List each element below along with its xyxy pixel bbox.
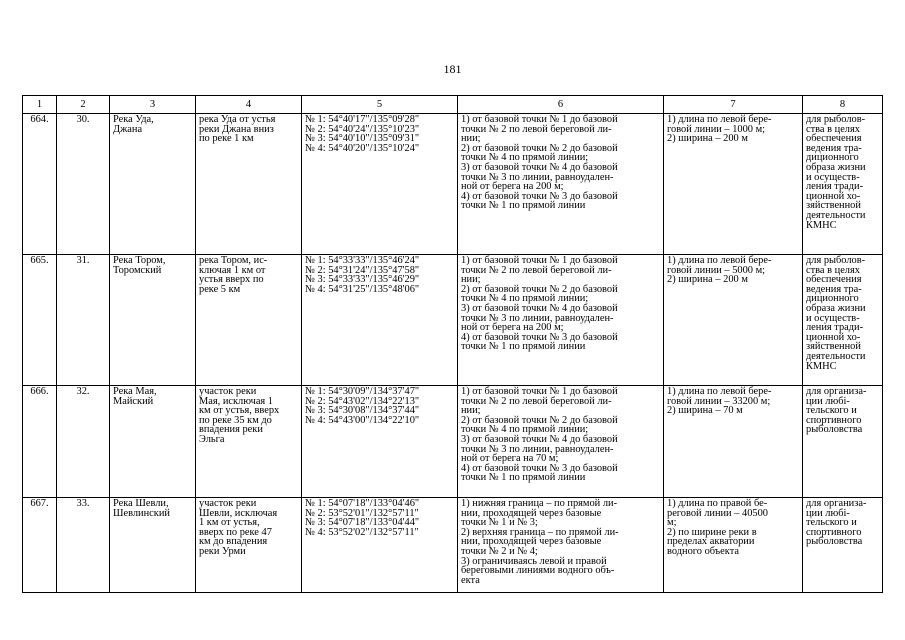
cell-line: ведения тра- <box>806 142 862 154</box>
cell-line: 2) ширина – 200 м <box>667 133 748 145</box>
cell-line: точки № 2 по левой береговой ли- <box>461 264 612 276</box>
cell-line: 3) от базовой точки № 4 до базовой <box>461 302 618 314</box>
cell-line: точки № 2 по левой береговой ли- <box>461 395 612 407</box>
cell-line: точки № 1 по прямой линии <box>461 472 586 484</box>
coordinates <box>302 114 458 255</box>
cell-line: ления тради- <box>806 322 864 334</box>
boundary-description <box>458 498 664 593</box>
area-dimensions <box>664 114 803 255</box>
cell-line: 2) от базовой точки № 2 до базовой <box>461 283 618 295</box>
purpose <box>803 386 883 498</box>
row-number: 665. <box>23 255 57 386</box>
cell-line: ключая 1 км от <box>199 264 266 276</box>
cell-line: № 3: 54°33'33"/135°46'29" <box>305 274 420 286</box>
cell-line: 1) от базовой точки № 1 до базовой <box>461 386 618 397</box>
cell-line: деятельности <box>806 350 866 362</box>
column-header: 5 <box>302 96 458 114</box>
cell-line: нии, проходящей через базовые <box>461 507 602 519</box>
cell-line: для организа- <box>806 386 867 397</box>
cell-line: для рыболов- <box>806 114 866 125</box>
row-number: 667. <box>23 498 57 593</box>
cell-line: Торомский <box>113 264 162 276</box>
cell-line: ства в целях <box>806 123 860 135</box>
cell-line: 1) нижняя граница – по прямой ли- <box>461 498 618 509</box>
cell-line: для организа- <box>806 498 867 509</box>
cell-line: Эльга <box>199 433 225 445</box>
cell-line: 1) от базовой точки № 1 до базовой <box>461 114 618 125</box>
cell-line: точки № 3 по линии, равноудален- <box>461 312 614 324</box>
cell-line: 2) от базовой точки № 2 до базовой <box>461 414 618 426</box>
cell-line: № 2: 54°43'02"/134°22'13" <box>305 395 420 407</box>
cell-line: Шевли, исключая <box>199 507 278 519</box>
cell-line: 2) по ширине реки в <box>667 526 757 538</box>
cell-line: 1) длина по правой бе- <box>667 498 768 509</box>
cell-line: точки № 4 по прямой линии; <box>461 293 589 305</box>
cell-line: тельского и <box>806 517 857 529</box>
cell-line: нии, проходящей через базовые <box>461 536 602 548</box>
cell-line: ционной хо- <box>806 331 861 343</box>
purpose <box>803 498 883 593</box>
cell-line: и осуществ- <box>806 312 860 324</box>
cell-line: Шевлинский <box>113 507 170 519</box>
cell-line: № 1: 54°07'18"/133°04'46" <box>305 498 420 509</box>
cell-line: 1) длина по левой бере- <box>667 114 772 125</box>
cell-line: № 2: 53°52'01"/132°57'11" <box>305 507 419 519</box>
cell-line: рыболовства <box>806 536 863 548</box>
cell-line: 2) верхняя граница – по прямой ли- <box>461 526 619 538</box>
cell-line: диционного <box>806 152 859 164</box>
column-header: 7 <box>664 96 803 114</box>
cell-line: ной от берега на 200 м; <box>461 322 564 334</box>
cell-line: № 4: 54°43'00"/134°22'10" <box>305 414 420 426</box>
cell-line: Мая, исключая 1 <box>199 395 274 407</box>
cell-line: 2) от базовой точки № 2 до базовой <box>461 142 618 154</box>
cell-line: ционной хо- <box>806 190 861 202</box>
cell-line: впадения реки <box>199 424 263 436</box>
table-row <box>23 498 883 593</box>
cell-line: вверх по реке 47 <box>199 526 272 538</box>
table-row <box>23 386 883 498</box>
cell-line: говой линии – 33200 м; <box>667 395 771 407</box>
cell-line: тельского и <box>806 405 857 417</box>
cell-line: ления тради- <box>806 181 864 193</box>
cell-line: реговой линии – 40500 <box>667 507 768 519</box>
cell-line: точки № 4 по прямой линии; <box>461 424 589 436</box>
cell-line: точки № 2 и № 4; <box>461 545 538 557</box>
cell-line: точки № 1 по прямой линии <box>461 200 586 212</box>
cell-line: обеспечения <box>806 274 862 286</box>
cell-line: реке 5 км <box>199 283 241 295</box>
cell-line: № 3: 54°40'10"/135°09'31" <box>305 133 420 145</box>
cell-line: 4) от базовой точки № 3 до базовой <box>461 331 618 343</box>
cell-line: зяйственной <box>806 341 861 353</box>
group-number: 31. <box>57 255 110 386</box>
cell-line: № 1: 54°30'09"/134°37'47" <box>305 386 420 397</box>
coordinates <box>302 498 458 593</box>
cell-line: точки № 2 по левой береговой ли- <box>461 123 612 135</box>
row-number: 664. <box>23 114 57 255</box>
cell-line: 3) от базовой точки № 4 до базовой <box>461 161 618 173</box>
cell-line: № 3: 54°30'08"/134°37'44" <box>305 405 420 417</box>
cell-line: 2) ширина – 70 м <box>667 405 743 417</box>
cell-line: по реке 1 км <box>199 133 254 145</box>
cell-line: м; <box>667 517 677 529</box>
cell-line: 1 км от устья, <box>199 517 260 529</box>
cell-line: ной от берега на 200 м; <box>461 181 564 193</box>
cell-line: точки № 3 по линии, равноудален- <box>461 171 614 183</box>
cell-line: водного объекта <box>667 545 739 557</box>
cell-line: № 1: 54°40'17"/135°09'28" <box>305 114 420 125</box>
cell-line: береговыми линиями водного объ- <box>461 565 615 577</box>
cell-line: № 1: 54°33'33"/135°46'24" <box>305 255 420 266</box>
river-name <box>110 386 196 498</box>
cell-line: по реке 35 км до <box>199 414 272 426</box>
cell-line: Река Уда, <box>113 114 154 125</box>
river-name <box>110 255 196 386</box>
cell-line: км до впадения <box>199 536 268 548</box>
table-row <box>23 255 883 386</box>
area-description <box>196 255 302 386</box>
area-dimensions <box>664 255 803 386</box>
group-number: 30. <box>57 114 110 255</box>
cell-line: точки № 1 и № 3; <box>461 517 538 529</box>
cell-line: № 4: 54°31'25"/135°48'06" <box>305 283 420 295</box>
purpose <box>803 114 883 255</box>
cell-line: образа жизни <box>806 161 866 173</box>
cell-line: Река Мая, <box>113 386 157 397</box>
cell-line: Река Тором, <box>113 255 166 266</box>
cell-line: диционного <box>806 293 859 305</box>
cell-line: 1) длина по левой бере- <box>667 255 772 266</box>
area-description <box>196 386 302 498</box>
cell-line: устья вверх по <box>199 274 264 286</box>
column-header: 2 <box>57 96 110 114</box>
cell-line: реки Урми <box>199 545 246 557</box>
river-name <box>110 498 196 593</box>
cell-line: № 2: 54°40'24"/135°10'23" <box>305 123 420 135</box>
cell-line: Река Шевли, <box>113 498 169 509</box>
cell-line: и осуществ- <box>806 171 860 183</box>
cell-line: ства в целях <box>806 264 860 276</box>
column-header: 8 <box>803 96 883 114</box>
area-description <box>196 498 302 593</box>
cell-line: река Уда от устья <box>199 114 276 125</box>
fishing-areas-table <box>22 95 883 593</box>
cell-line: КМНС <box>806 360 837 372</box>
cell-line: нии; <box>461 405 481 417</box>
column-header: 3 <box>110 96 196 114</box>
cell-line: № 2: 54°31'24"/135°47'58" <box>305 264 420 276</box>
cell-line: участок реки <box>199 386 257 397</box>
table-header-row <box>23 96 883 114</box>
cell-line: 4) от базовой точки № 3 до базовой <box>461 462 618 474</box>
area-description <box>196 114 302 255</box>
boundary-description <box>458 255 664 386</box>
cell-line: спортивного <box>806 526 862 538</box>
cell-line: Джана <box>113 123 143 135</box>
cell-line: 2) ширина – 200 м <box>667 274 748 286</box>
cell-line: нии; <box>461 274 481 286</box>
table-row <box>23 114 883 255</box>
cell-line: нии; <box>461 133 481 145</box>
cell-line: точки № 1 по прямой линии <box>461 341 586 353</box>
area-dimensions <box>664 498 803 593</box>
cell-line: деятельности <box>806 209 866 221</box>
cell-line: рыболовства <box>806 424 863 436</box>
cell-line: ной от берега на 70 м; <box>461 453 559 465</box>
boundary-description <box>458 386 664 498</box>
cell-line: 1) длина по левой бере- <box>667 386 772 397</box>
cell-line: зяйственной <box>806 200 861 212</box>
page-number: 181 <box>443 62 462 76</box>
cell-line: Майский <box>113 395 154 407</box>
cell-line: река Тором, ис- <box>199 255 268 266</box>
cell-line: пределах акватории <box>667 536 755 548</box>
cell-line: екта <box>461 574 480 586</box>
cell-line: говой линии – 5000 м; <box>667 264 766 276</box>
cell-line: образа жизни <box>806 302 866 314</box>
cell-line: № 3: 54°07'18"/133°04'44" <box>305 517 420 529</box>
cell-line: 3) от базовой точки № 4 до базовой <box>461 433 618 445</box>
column-header: 1 <box>23 96 57 114</box>
cell-line: 3) ограничиваясь левой и правой <box>461 555 607 567</box>
cell-line: КМНС <box>806 219 837 231</box>
cell-line: участок реки <box>199 498 257 509</box>
cell-line: точки № 4 по прямой линии; <box>461 152 589 164</box>
cell-line: ции любi- <box>806 395 850 407</box>
cell-line: 1) от базовой точки № 1 до базовой <box>461 255 618 266</box>
purpose <box>803 255 883 386</box>
group-number: 33. <box>57 498 110 593</box>
cell-line: для рыболов- <box>806 255 866 266</box>
cell-line: № 4: 54°40'20"/135°10'24" <box>305 142 420 154</box>
river-name <box>110 114 196 255</box>
cell-line: говой линии – 1000 м; <box>667 123 766 135</box>
cell-line: ции любi- <box>806 507 850 519</box>
cell-line: ведения тра- <box>806 283 862 295</box>
area-dimensions <box>664 386 803 498</box>
cell-line: км от устья, вверх <box>199 405 280 417</box>
cell-line: реки Джана вниз <box>199 123 274 135</box>
coordinates <box>302 255 458 386</box>
group-number: 32. <box>57 386 110 498</box>
row-number: 666. <box>23 386 57 498</box>
cell-line: обеспечения <box>806 133 862 145</box>
cell-line: 4) от базовой точки № 3 до базовой <box>461 190 618 202</box>
cell-line: № 4: 53°52'02"/132°57'11" <box>305 526 419 538</box>
boundary-description <box>458 114 664 255</box>
coordinates <box>302 386 458 498</box>
cell-line: точки № 3 по линии, равноудален- <box>461 443 614 455</box>
cell-line: спортивного <box>806 414 862 426</box>
column-header: 4 <box>196 96 302 114</box>
column-header: 6 <box>458 96 664 114</box>
